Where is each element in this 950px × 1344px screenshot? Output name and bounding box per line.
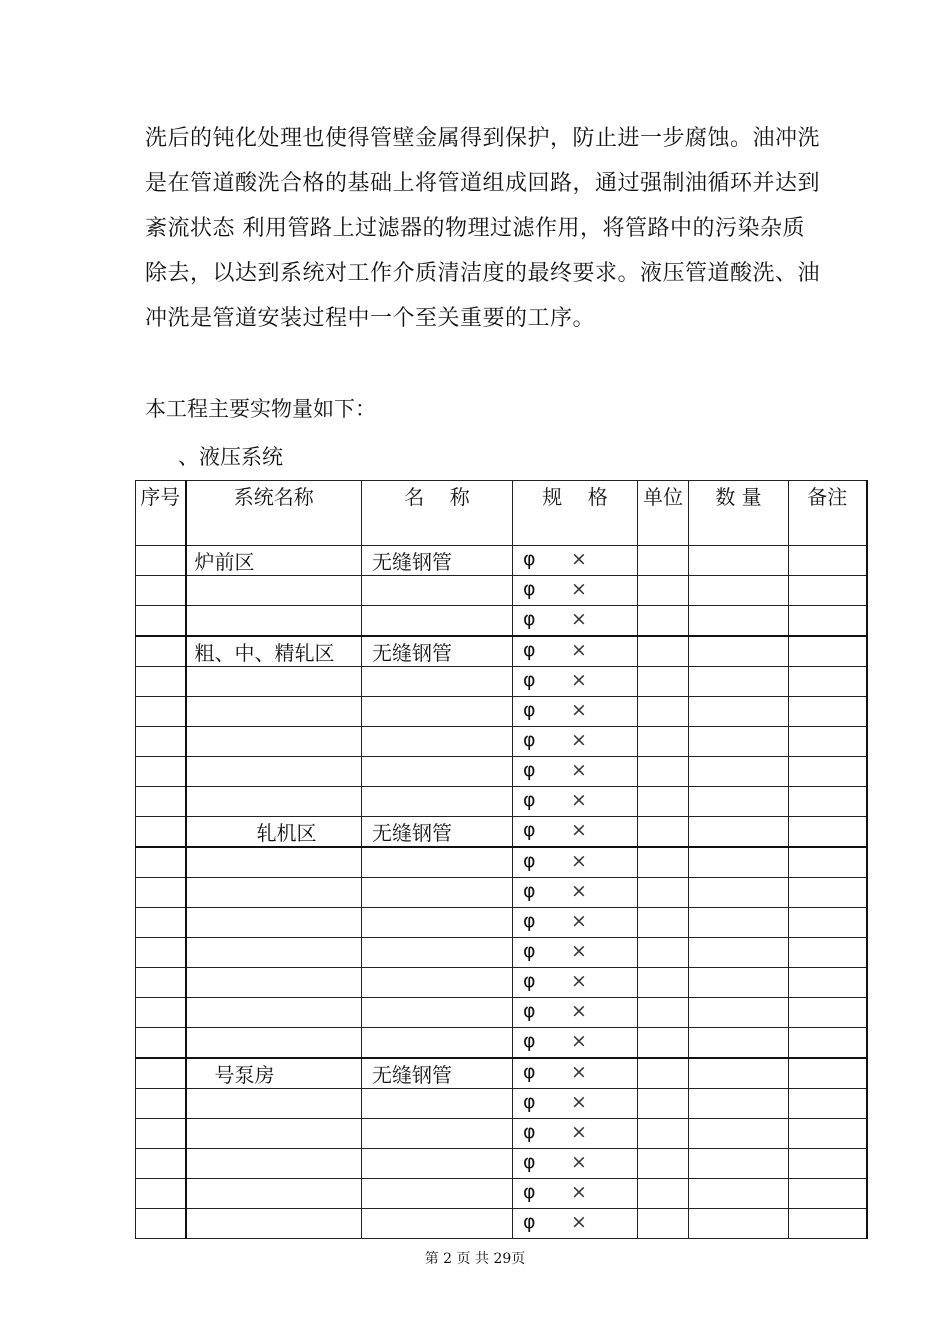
cell-quantity (689, 938, 789, 968)
cell-seq (136, 878, 186, 908)
table-row (136, 1209, 867, 1239)
cell-name: 无缝钢管 (362, 817, 513, 848)
table-row (136, 998, 867, 1028)
cell-name (362, 1179, 513, 1209)
cell-quantity (689, 1119, 789, 1149)
cell-spec (513, 727, 638, 757)
cell-spec (513, 1058, 638, 1089)
phi-symbol: φ (523, 1091, 536, 1113)
cell-note (789, 1058, 867, 1089)
cell-spec (513, 878, 638, 908)
cell-note (789, 938, 867, 968)
phi-symbol: φ (523, 1030, 536, 1052)
times-symbol: × (571, 970, 587, 992)
phi-symbol: φ (523, 578, 536, 600)
table-row (136, 727, 867, 757)
cell-note (789, 606, 867, 637)
cell-spec (513, 1149, 638, 1179)
phi-symbol: φ (523, 880, 536, 902)
times-symbol: × (571, 699, 587, 721)
cell-spec (513, 1119, 638, 1149)
cell-unit (638, 1058, 689, 1089)
phi-symbol: φ (523, 699, 536, 721)
cell-name (362, 606, 513, 637)
cell-note (789, 1119, 867, 1149)
times-symbol: × (571, 910, 587, 932)
cell-system-name (186, 606, 362, 637)
cell-unit (638, 636, 689, 667)
cell-unit (638, 908, 689, 938)
cell-system-name (186, 878, 362, 908)
table-row (136, 847, 867, 878)
times-symbol: × (571, 940, 587, 962)
cell-unit (638, 1149, 689, 1179)
cell-seq (136, 1119, 186, 1149)
table-row (136, 1119, 867, 1149)
cell-note (789, 1149, 867, 1179)
subsection-heading: 、液压系统 (178, 445, 283, 469)
cell-seq (136, 1089, 186, 1119)
cell-quantity (689, 908, 789, 938)
cell-spec (513, 847, 638, 878)
cell-note (789, 1179, 867, 1209)
paragraph-line: 冲洗是管道安装过程中一个至关重要的工序。 (145, 306, 596, 331)
cell-system-name: 粗、中、精轧区 (186, 636, 362, 667)
quantity-table (135, 480, 868, 1239)
cell-system-name: 炉前区 (186, 546, 362, 576)
cell-system-name (186, 1179, 362, 1209)
cell-quantity (689, 757, 789, 787)
table-row (136, 787, 867, 817)
cell-system-name (186, 938, 362, 968)
cell-unit (638, 787, 689, 817)
cell-name (362, 757, 513, 787)
phi-symbol: φ (523, 729, 536, 751)
cell-system-name: 号泵房 (186, 1058, 362, 1089)
cell-seq (136, 1209, 186, 1239)
times-symbol: × (571, 1091, 587, 1113)
phi-symbol: φ (523, 910, 536, 932)
phi-symbol: φ (523, 789, 536, 811)
cell-quantity (689, 727, 789, 757)
cell-unit (638, 1209, 689, 1239)
cell-system-name (186, 787, 362, 817)
cell-unit (638, 667, 689, 697)
cell-system-name (186, 727, 362, 757)
cell-spec (513, 968, 638, 998)
cell-unit (638, 546, 689, 576)
cell-system-name (186, 998, 362, 1028)
table-header-row (136, 481, 867, 546)
cell-system-name (186, 1028, 362, 1059)
phi-symbol: φ (523, 940, 536, 962)
cell-name (362, 576, 513, 606)
phi-symbol: φ (523, 759, 536, 781)
cell-name (362, 968, 513, 998)
cell-name (362, 1209, 513, 1239)
cell-note (789, 546, 867, 576)
table-row (136, 1149, 867, 1179)
cell-spec (513, 697, 638, 727)
cell-name (362, 697, 513, 727)
times-symbol: × (571, 880, 587, 902)
page-footer: 第 2 页 共 29页 (424, 1251, 526, 1267)
cell-spec (513, 908, 638, 938)
cell-name: 无缝钢管 (362, 1058, 513, 1089)
cell-system-name: 轧机区 (186, 817, 362, 848)
header-system-name: 系统名称 (186, 481, 362, 546)
cell-quantity (689, 697, 789, 727)
cell-name (362, 847, 513, 878)
cell-system-name (186, 757, 362, 787)
cell-name (362, 667, 513, 697)
cell-quantity (689, 787, 789, 817)
cell-quantity (689, 606, 789, 637)
times-symbol: × (571, 1121, 587, 1143)
section-heading: 本工程主要实物量如下： (145, 397, 376, 421)
phi-symbol: φ (523, 1000, 536, 1022)
cell-quantity (689, 998, 789, 1028)
cell-quantity (689, 1209, 789, 1239)
cell-note (789, 1209, 867, 1239)
phi-symbol: φ (523, 608, 536, 630)
cell-name: 无缝钢管 (362, 546, 513, 576)
cell-spec (513, 636, 638, 667)
cell-system-name (186, 968, 362, 998)
header-spec: 规 格 (513, 481, 638, 546)
cell-quantity (689, 1058, 789, 1089)
table-row (136, 757, 867, 787)
cell-quantity (689, 636, 789, 667)
times-symbol: × (571, 759, 587, 781)
phi-symbol: φ (523, 1211, 536, 1233)
cell-name (362, 908, 513, 938)
cell-note (789, 727, 867, 757)
cell-quantity (689, 1149, 789, 1179)
cell-note (789, 817, 867, 848)
times-symbol: × (571, 1030, 587, 1052)
cell-quantity (689, 546, 789, 576)
cell-unit (638, 576, 689, 606)
cell-seq (136, 1028, 186, 1059)
phi-symbol: φ (523, 1061, 536, 1083)
cell-quantity (689, 576, 789, 606)
cell-name (362, 787, 513, 817)
cell-unit (638, 817, 689, 848)
cell-seq (136, 1058, 186, 1089)
cell-note (789, 787, 867, 817)
cell-name: 无缝钢管 (362, 636, 513, 667)
table-row (136, 878, 867, 908)
cell-name (362, 1089, 513, 1119)
cell-note (789, 1089, 867, 1119)
cell-note (789, 968, 867, 998)
cell-name (362, 938, 513, 968)
cell-system-name (186, 1119, 362, 1149)
header-unit: 单位 (638, 481, 689, 546)
cell-seq (136, 938, 186, 968)
cell-quantity (689, 968, 789, 998)
body-paragraph (145, 116, 821, 341)
cell-system-name (186, 847, 362, 878)
cell-system-name (186, 1149, 362, 1179)
cell-note (789, 908, 867, 938)
table-row (136, 1028, 867, 1059)
cell-seq (136, 757, 186, 787)
cell-note (789, 998, 867, 1028)
table-row (136, 576, 867, 606)
cell-system-name (186, 1209, 362, 1239)
cell-seq (136, 576, 186, 606)
cell-unit (638, 1028, 689, 1059)
cell-unit (638, 1089, 689, 1119)
cell-seq (136, 787, 186, 817)
cell-seq (136, 817, 186, 848)
cell-spec (513, 667, 638, 697)
cell-unit (638, 847, 689, 878)
cell-spec (513, 787, 638, 817)
cell-spec (513, 606, 638, 637)
cell-seq (136, 636, 186, 667)
paragraph-line: 洗后的钝化处理也使得管壁金属得到保护，防止进一步腐蚀。油冲洗 (145, 126, 821, 151)
cell-spec (513, 998, 638, 1028)
cell-seq (136, 1179, 186, 1209)
cell-seq (136, 847, 186, 878)
cell-spec (513, 938, 638, 968)
cell-unit (638, 998, 689, 1028)
phi-symbol: φ (523, 819, 536, 841)
cell-note (789, 847, 867, 878)
times-symbol: × (571, 789, 587, 811)
header-quantity: 数 量 (689, 481, 789, 546)
cell-unit (638, 697, 689, 727)
cell-seq (136, 968, 186, 998)
cell-spec (513, 1028, 638, 1059)
cell-seq (136, 697, 186, 727)
table-row (136, 546, 867, 576)
cell-spec (513, 817, 638, 848)
cell-seq (136, 727, 186, 757)
table-row (136, 1179, 867, 1209)
phi-symbol: φ (523, 850, 536, 872)
cell-name (362, 727, 513, 757)
paragraph-line: 除去，以达到系统对工作介质清洁度的最终要求。液压管道酸洗、油 (145, 261, 821, 286)
cell-seq (136, 667, 186, 697)
cell-seq (136, 606, 186, 637)
table-row (136, 606, 867, 637)
table-row (136, 908, 867, 938)
cell-spec (513, 546, 638, 576)
times-symbol: × (571, 1061, 587, 1083)
cell-name (362, 1028, 513, 1059)
cell-system-name (186, 576, 362, 606)
times-symbol: × (571, 639, 587, 661)
cell-seq (136, 1149, 186, 1179)
cell-note (789, 697, 867, 727)
cell-unit (638, 938, 689, 968)
times-symbol: × (571, 548, 587, 570)
cell-unit (638, 757, 689, 787)
times-symbol: × (571, 1151, 587, 1173)
cell-unit (638, 1119, 689, 1149)
cell-spec (513, 757, 638, 787)
times-symbol: × (571, 608, 587, 630)
phi-symbol: φ (523, 1121, 536, 1143)
cell-system-name (186, 697, 362, 727)
table-row (136, 968, 867, 998)
times-symbol: × (571, 1181, 587, 1203)
times-symbol: × (571, 1000, 587, 1022)
cell-seq (136, 546, 186, 576)
paragraph-line: 是在管道酸洗合格的基础上将管道组成回路，通过强制油循环并达到 (145, 171, 821, 196)
cell-unit (638, 968, 689, 998)
cell-quantity (689, 878, 789, 908)
cell-quantity (689, 1089, 789, 1119)
cell-system-name (186, 908, 362, 938)
table-row (136, 636, 867, 667)
table-row (136, 667, 867, 697)
cell-name (362, 1119, 513, 1149)
header-name: 名 称 (362, 481, 513, 546)
phi-symbol: φ (523, 548, 536, 570)
table-row (136, 938, 867, 968)
times-symbol: × (571, 729, 587, 751)
cell-spec (513, 1089, 638, 1119)
cell-unit (638, 1179, 689, 1209)
cell-unit (638, 878, 689, 908)
times-symbol: × (571, 1211, 587, 1233)
phi-symbol: φ (523, 1151, 536, 1173)
cell-name (362, 1149, 513, 1179)
cell-note (789, 757, 867, 787)
cell-quantity (689, 1028, 789, 1059)
cell-name (362, 878, 513, 908)
table-row (136, 1089, 867, 1119)
header-note: 备注 (789, 481, 867, 546)
cell-system-name (186, 1089, 362, 1119)
cell-note (789, 576, 867, 606)
times-symbol: × (571, 850, 587, 872)
table-row (136, 1058, 867, 1089)
cell-quantity (689, 817, 789, 848)
phi-symbol: φ (523, 669, 536, 691)
cell-name (362, 998, 513, 1028)
phi-symbol: φ (523, 639, 536, 661)
cell-unit (638, 606, 689, 637)
cell-spec (513, 576, 638, 606)
cell-spec (513, 1209, 638, 1239)
cell-seq (136, 908, 186, 938)
phi-symbol: φ (523, 1181, 536, 1203)
header-seq: 序号 (136, 481, 186, 546)
table-row (136, 817, 867, 848)
cell-note (789, 1028, 867, 1059)
cell-spec (513, 1179, 638, 1209)
cell-seq (136, 998, 186, 1028)
phi-symbol: φ (523, 970, 536, 992)
cell-system-name (186, 667, 362, 697)
cell-note (789, 636, 867, 667)
times-symbol: × (571, 578, 587, 600)
cell-note (789, 878, 867, 908)
cell-quantity (689, 1179, 789, 1209)
cell-unit (638, 727, 689, 757)
table-row (136, 697, 867, 727)
cell-note (789, 667, 867, 697)
cell-quantity (689, 847, 789, 878)
times-symbol: × (571, 819, 587, 841)
times-symbol: × (571, 669, 587, 691)
paragraph-line: 紊流状态 利用管路上过滤器的物理过滤作用，将管路中的污染杂质 (145, 216, 805, 241)
cell-quantity (689, 667, 789, 697)
